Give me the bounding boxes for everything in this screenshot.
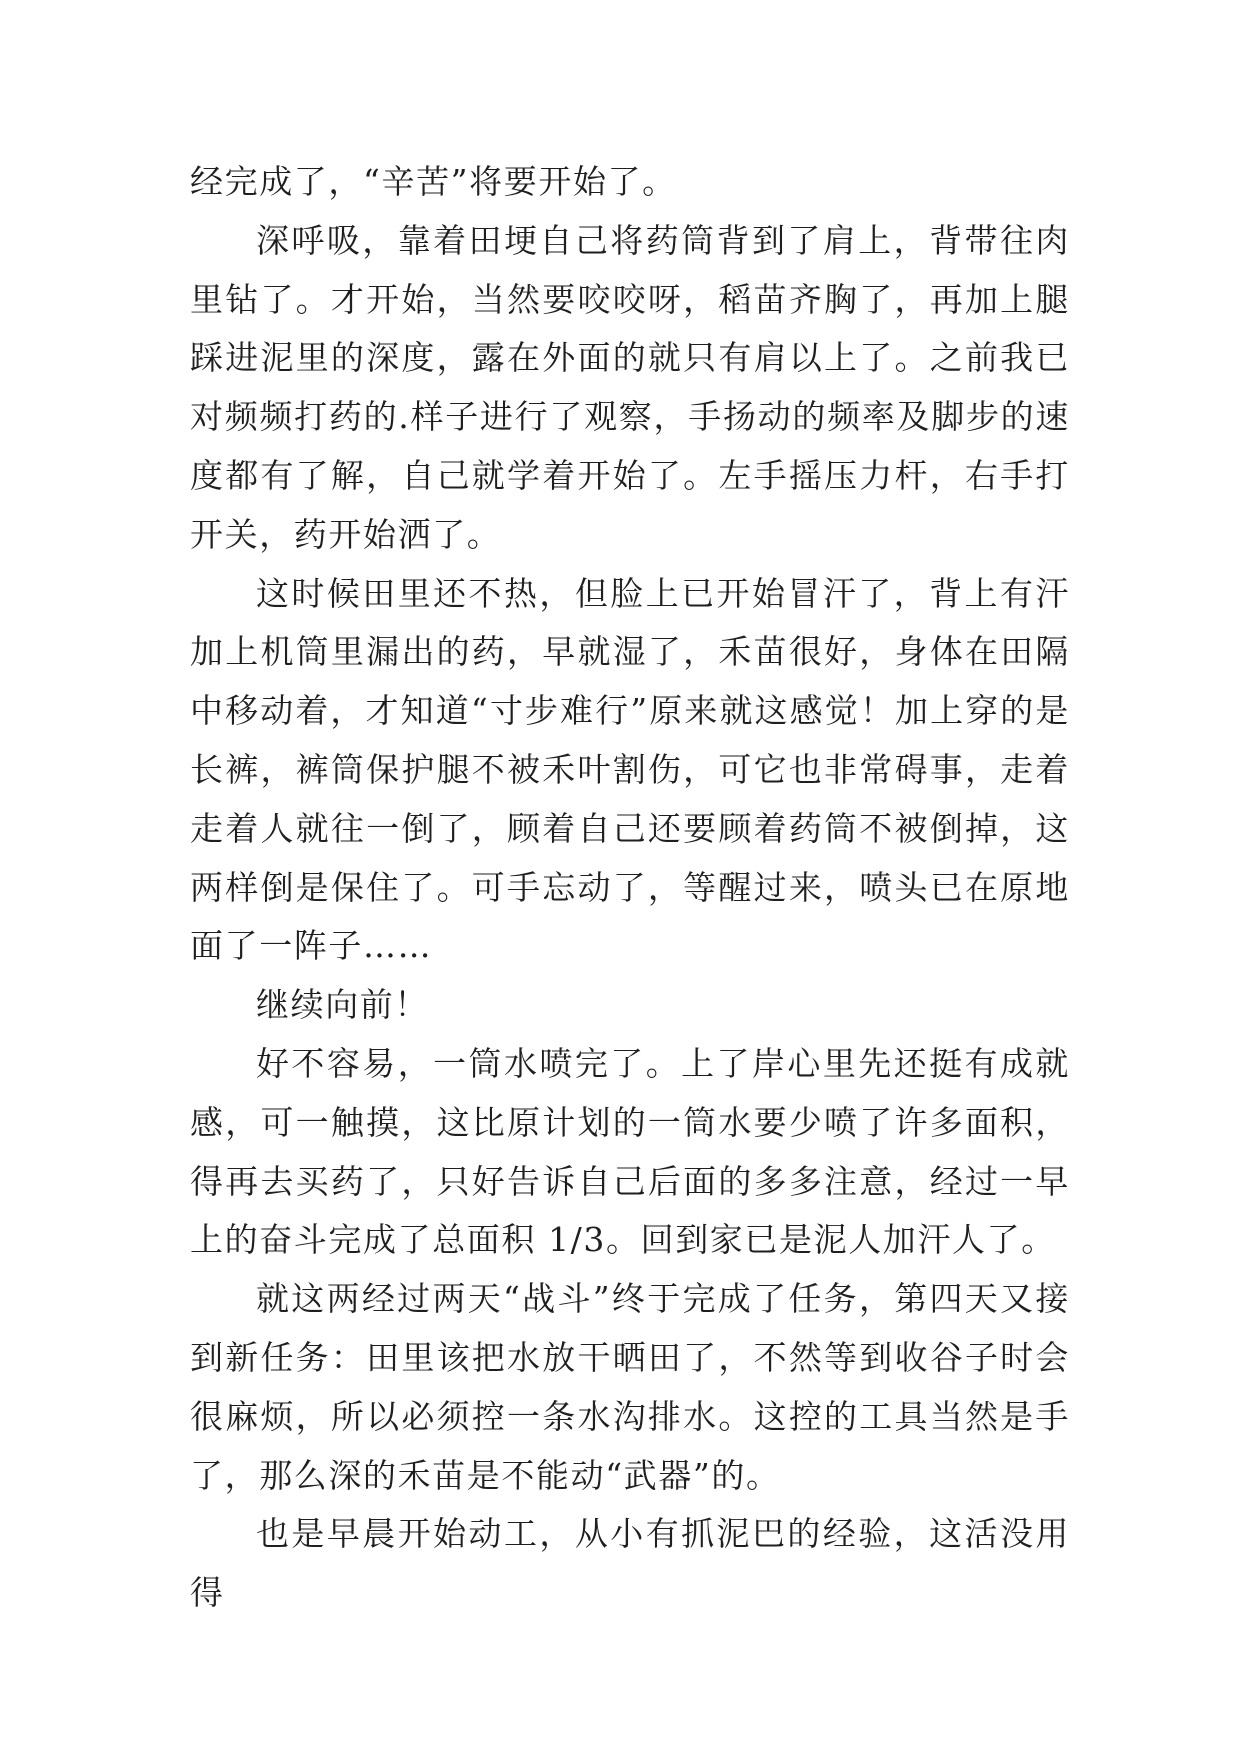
paragraph-6: 就这两经过两天“战斗”终于完成了任务，第四天又接到新任务：田里该把水放干晒田了，不然等到收谷子时会很麻烦，所以必须控一条水沟排水。这控的工具当然是手了，那么深的禾苗是不能动“武器”的。 (190, 1279, 1070, 1495)
paragraph-7: 也是早晨开始动工，从小有抓泥巴的经验，这活没用得 (190, 1514, 1070, 1613)
paragraph-1: 经完成了，“辛苦”将要开始了。 (190, 162, 677, 201)
paragraph-3: 这时候田里还不热，但脸上已开始冒汗了，背上有汗加上机筒里漏出的药，早就湿了，禾苗很好，身体在田隔中移动着，才知道“寸步难行”原来就这感觉！加上穿的是长裤，裤筒保护腿不被禾叶割伤，可它也非常碍事，走着走着人就往一倒了，顾着自己还要顾着药筒不被倒掉，这两样倒是保住了。可手忘动了，等醒过来，喷头已在原地面了一阵子…… (190, 573, 1070, 966)
paragraph-5: 好不容易，一筒水喷完了。上了岸心里先还挺有成就感，可一触摸，这比原计划的一筒水要少喷了许多面积，得再去买药了，只好告诉自己后面的多多注意，经过一早上的奋斗完成了总面积 1/3。回到家已是泥人加汗人了。 (190, 1043, 1070, 1260)
paragraph-2: 深呼吸，靠着田埂自己将药筒背到了肩上，背带往肉里钻了。才开始，当然要咬咬呀，稻苗齐胸了，再加上腿踩进泥里的深度，露在外面的就只有肩以上了。之前我已对频频打药的.样子进行了观察，手扬动的频率及脚步的速度都有了解，自己就学着开始了。左手摇压力杆，右手打开关，药开始洒了。 (190, 220, 1070, 554)
paragraph-4: 继续向前！ (256, 985, 429, 1025)
body-text (190, 153, 1070, 1623)
